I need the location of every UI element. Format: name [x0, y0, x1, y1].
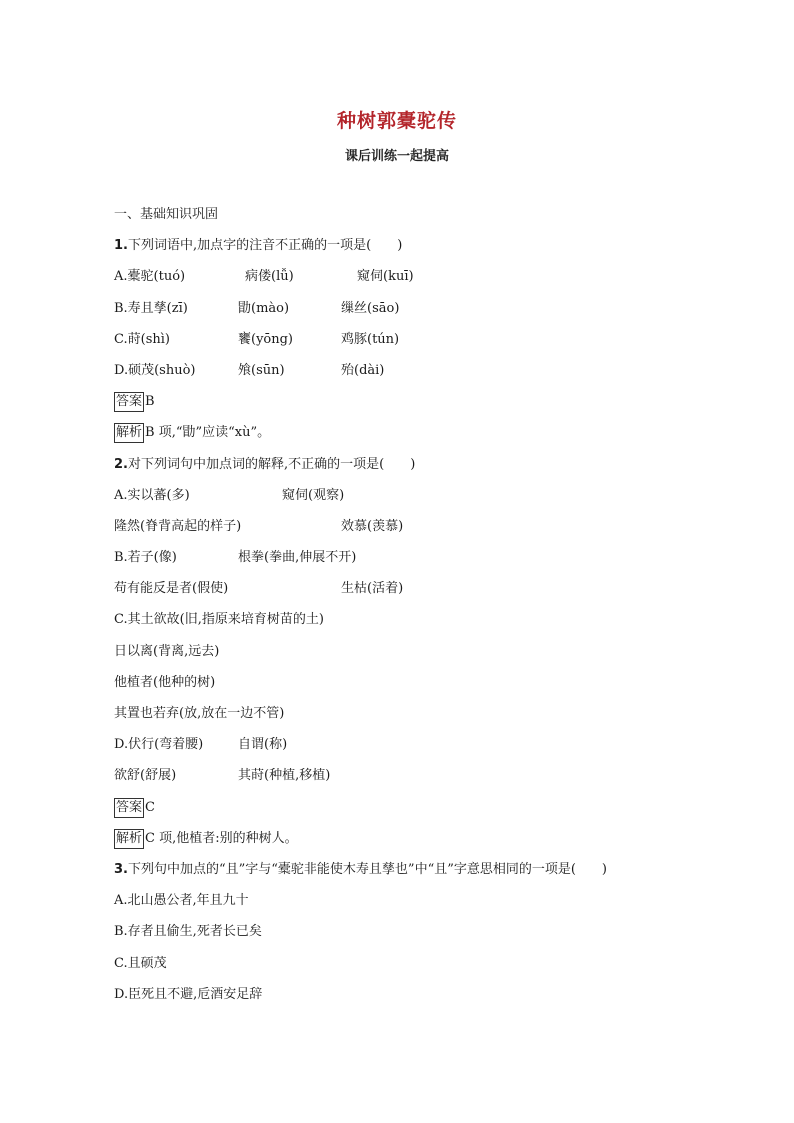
q2-line-10: [114, 765, 714, 796]
q2-item: 其置也若弃(放,放在一边不管): [114, 706, 285, 721]
q1-option-b-3: 缫丝(sāo): [341, 300, 400, 316]
q1-option-d: [114, 360, 714, 391]
q2-item: 窥伺(观察): [282, 487, 345, 503]
q3-option-d: D.臣死且不避,卮酒安足辞: [114, 986, 263, 1002]
q2-item: 苟有能反是者(假使): [114, 581, 229, 597]
q2-item: C.其土欲故(旧,指原来培育树苗的土): [114, 612, 324, 628]
q2-item: 其莳(种植,移植): [238, 768, 331, 784]
q2-line-1: [114, 485, 714, 516]
question-text: 下列词语中,加点字的注音不正确的一项是( ): [127, 238, 403, 254]
question-2-stem: [114, 454, 714, 485]
q1-answer: [114, 391, 714, 422]
q1-option-d-1: D.硕茂(shuò): [114, 362, 196, 378]
question-text: 对下列词句中加点词的解释,不正确的一项是( ): [127, 456, 416, 472]
question-number: 2.: [114, 456, 128, 472]
answer-value: B: [145, 394, 155, 410]
q1-option-c: [114, 329, 714, 360]
answer-label: 答案: [114, 392, 144, 412]
q3-option-b: B.存者且偷生,死者长已矣: [114, 924, 262, 940]
q2-line-6: [114, 641, 714, 672]
question-text: 下列句中加点的“且”字与“橐驼非能使木寿且孳也”中“且”字意思相同的一项是( ): [127, 861, 608, 877]
q1-option-b-1: B.寿且孳(zī): [114, 300, 188, 316]
q2-item: A.实以蕃(多): [114, 487, 190, 503]
q1-option-b-2: 勖(mào): [238, 300, 290, 316]
document-subtitle: 课后训练一起提高: [344, 149, 449, 164]
q3-option-c: C.且硕茂: [114, 955, 167, 971]
analysis-label: 解析: [114, 829, 144, 849]
q2-answer: [114, 797, 714, 828]
q1-option-c-3: 鸡豚(tún): [341, 331, 400, 347]
q1-option-b: [114, 298, 714, 329]
q2-item: 日以离(背离,远去): [114, 643, 220, 659]
q2-line-8: [114, 703, 714, 734]
q2-line-5: [114, 609, 714, 640]
q2-line-2: [114, 516, 714, 547]
q2-item: 他植者(他种的树): [114, 674, 216, 690]
q1-option-a: [114, 266, 714, 297]
q2-item: 效慕(羡慕): [341, 518, 404, 534]
question-number: 1.: [114, 238, 128, 254]
q1-option-d-3: 殆(dài): [341, 362, 385, 378]
document-title: 种树郭橐驼传: [336, 110, 457, 132]
question-3-stem: [114, 859, 714, 890]
q1-option-c-2: 饔(yōng): [238, 331, 294, 347]
question-1-stem: [114, 235, 714, 266]
q2-item: 自谓(称): [238, 737, 288, 753]
q1-option-a-3: 窥伺(kuī): [357, 269, 414, 285]
exercise-content: [114, 204, 714, 1015]
analysis-text: B 项,“勖”应读“xù”。: [145, 425, 271, 441]
section-heading: 一、基础知识巩固: [114, 207, 219, 222]
q1-option-a-2: 病偻(lǚ): [245, 269, 294, 285]
q1-option-a-1: A.橐驼(tuó): [114, 269, 186, 285]
q2-item: 隆然(脊背高起的样子): [114, 518, 242, 534]
q1-option-d-2: 飧(sūn): [238, 362, 285, 378]
q2-item: 根拳(拳曲,伸展不开): [238, 550, 357, 566]
q2-line-7: [114, 672, 714, 703]
q3-option-a: A.北山愚公者,年且九十: [114, 893, 249, 909]
answer-label: 答案: [114, 798, 144, 818]
q2-item: B.若子(像): [114, 550, 177, 566]
answer-value: C: [145, 799, 155, 815]
q2-item: 生枯(活着): [341, 581, 404, 597]
q2-item: D.伏行(弯着腰): [114, 737, 204, 753]
q2-line-3: [114, 547, 714, 578]
analysis-label: 解析: [114, 423, 144, 443]
q2-analysis: [114, 828, 714, 859]
analysis-text: C 项,他植者:别的种树人。: [145, 830, 298, 846]
question-number: 3.: [114, 861, 128, 877]
q2-line-4: [114, 578, 714, 609]
q2-line-9: [114, 734, 714, 765]
q2-item: 欲舒(舒展): [114, 768, 177, 784]
q1-analysis: [114, 422, 714, 453]
q1-option-c-1: C.莳(shì): [114, 331, 170, 347]
